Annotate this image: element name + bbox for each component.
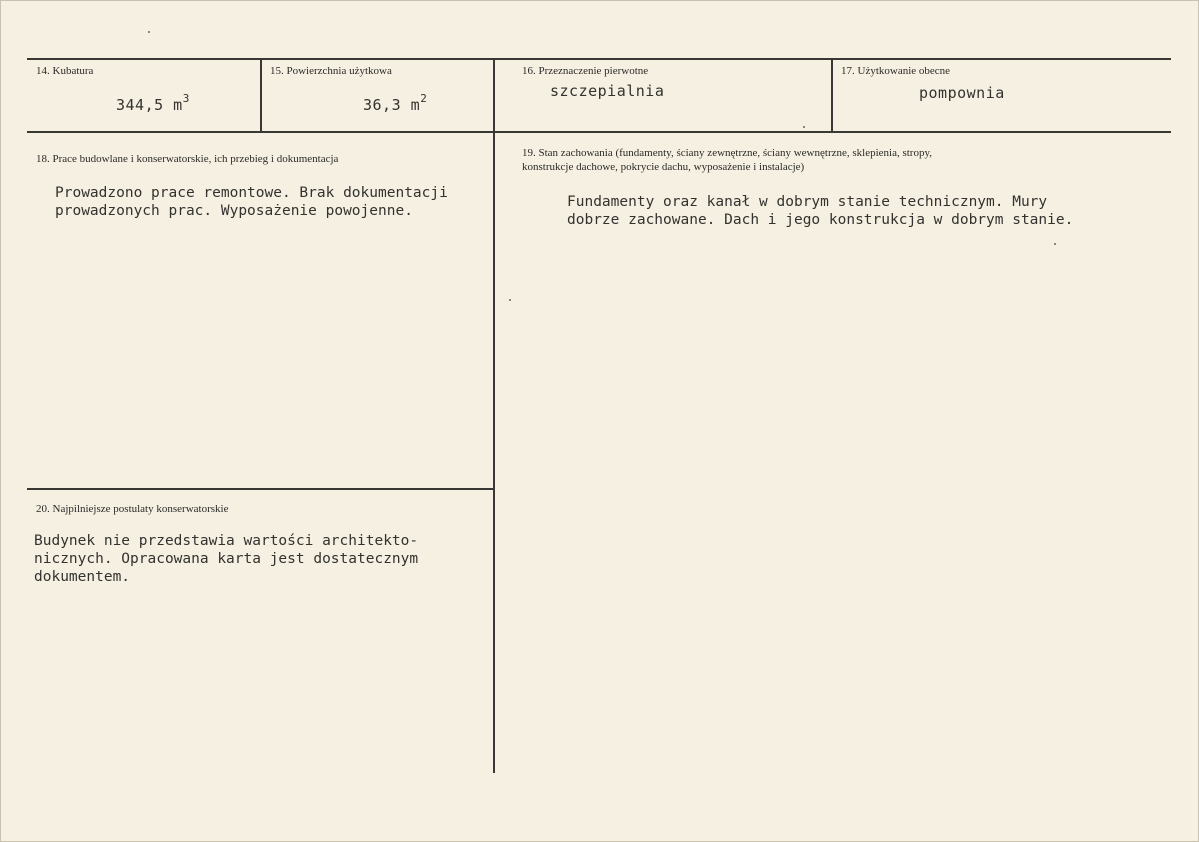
field-18-line-1: Prowadzono prace remontowe. Brak dokumentacji <box>55 185 448 201</box>
field-14-number: 344,5 m <box>116 96 183 114</box>
top-rule <box>27 58 1171 60</box>
field-15-number: 36,3 m <box>363 96 421 114</box>
paper-speck <box>509 299 511 301</box>
field-20-label: 20. Najpilniejsze postulaty konserwatorskie <box>36 503 229 515</box>
field-16-value: szczepialnia <box>550 82 665 100</box>
field-14-unit-exponent: 3 <box>182 92 190 105</box>
paper-speck <box>148 31 150 33</box>
field-20-line-3: dokumentem. <box>34 569 131 585</box>
field-14-value <box>116 90 190 114</box>
field-20-line-2: nicznych. Opracowana karta jest dostatecznym <box>34 551 419 567</box>
field-15-value <box>363 90 427 114</box>
divider-16-17 <box>831 58 833 132</box>
paper-speck <box>803 126 805 128</box>
field-19-line-1: Fundamenty oraz kanał w dobrym stanie technicznym. Mury <box>567 194 1048 210</box>
row1-bottom-rule <box>27 131 1171 133</box>
field-14-label: 14. Kubatura <box>36 65 94 77</box>
divider-14-15 <box>260 58 262 132</box>
field-15-label: 15. Powierzchnia użytkowa <box>270 65 392 77</box>
field20-top-rule <box>27 488 494 490</box>
field-19-label-line-2: konstrukcje dachowe, pokrycie dachu, wyposażenie i instalacje) <box>522 161 805 173</box>
field-18-label: 18. Prace budowlane i konserwatorskie, ich przebieg i dokumentacja <box>36 153 339 165</box>
field-17-value: pompownia <box>919 84 1005 102</box>
divider-main <box>493 58 495 773</box>
field-15-unit-exponent: 2 <box>420 92 428 105</box>
field-20-line-1: Budynek nie przedstawia wartości architekto- <box>34 533 419 549</box>
field-19-label-line-1: 19. Stan zachowania (fundamenty, ściany zewnętrzne, ściany wewnętrzne, sklepienia, stropy, <box>522 147 933 159</box>
field-17-label: 17. Użytkowanie obecne <box>841 65 951 77</box>
field-16-label: 16. Przeznaczenie pierwotne <box>522 65 649 77</box>
field-19-line-2: dobrze zachowane. Dach i jego konstrukcja w dobrym stanie. <box>567 212 1074 228</box>
field-18-line-2: prowadzonych prac. Wyposażenie powojenne. <box>55 203 413 219</box>
paper-speck <box>1054 243 1056 245</box>
